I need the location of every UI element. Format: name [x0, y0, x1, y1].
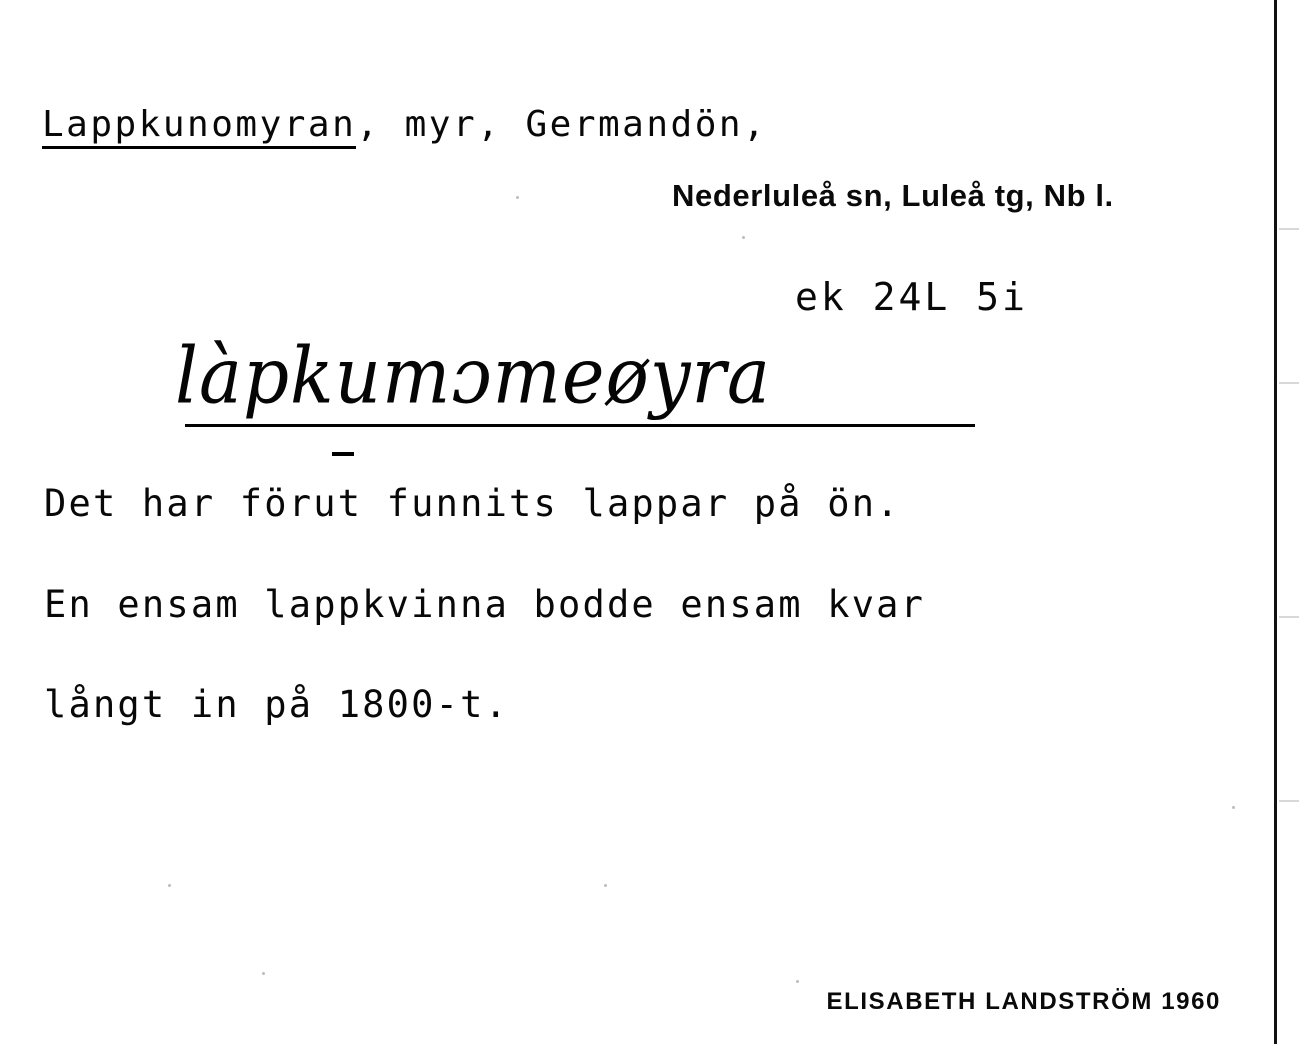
- scan-speck: [796, 980, 799, 983]
- map-reference: ek 24L 5i: [795, 275, 1028, 319]
- body-line: Det har förut funnits lappar på ön.: [44, 482, 901, 525]
- scan-edge-tick: [1279, 616, 1299, 618]
- scan-speck: [168, 884, 171, 887]
- scan-speck: [742, 236, 745, 239]
- headword: Lappkunomyran: [42, 104, 356, 149]
- body-line: långt in på 1800-t.: [44, 683, 510, 726]
- scan-speck: [1232, 806, 1235, 809]
- pronunciation-underline: [185, 424, 975, 427]
- signature: ELISABETH LANDSTRÖM 1960: [826, 988, 1221, 1015]
- scan-edge-tick: [1279, 800, 1299, 802]
- body-line: En ensam lappkvinna bodde ensam kvar: [44, 583, 926, 626]
- scan-speck: [516, 196, 519, 199]
- scan-speck: [604, 884, 607, 887]
- scan-edge-tick: [1279, 228, 1299, 230]
- scan-edge-line: [1274, 0, 1277, 1044]
- headword-suffix: , myr, Germandön,: [356, 104, 768, 145]
- headword-line: [42, 104, 767, 145]
- scan-edge-tick: [1279, 382, 1299, 384]
- scan-speck: [262, 972, 265, 975]
- pronunciation-diacritic-mark: [332, 452, 354, 456]
- pronunciation-transcription: làpkumɔmeøyra: [175, 330, 771, 421]
- parish-line: Nederluleå sn, Luleå tg, Nb l.: [672, 178, 1114, 213]
